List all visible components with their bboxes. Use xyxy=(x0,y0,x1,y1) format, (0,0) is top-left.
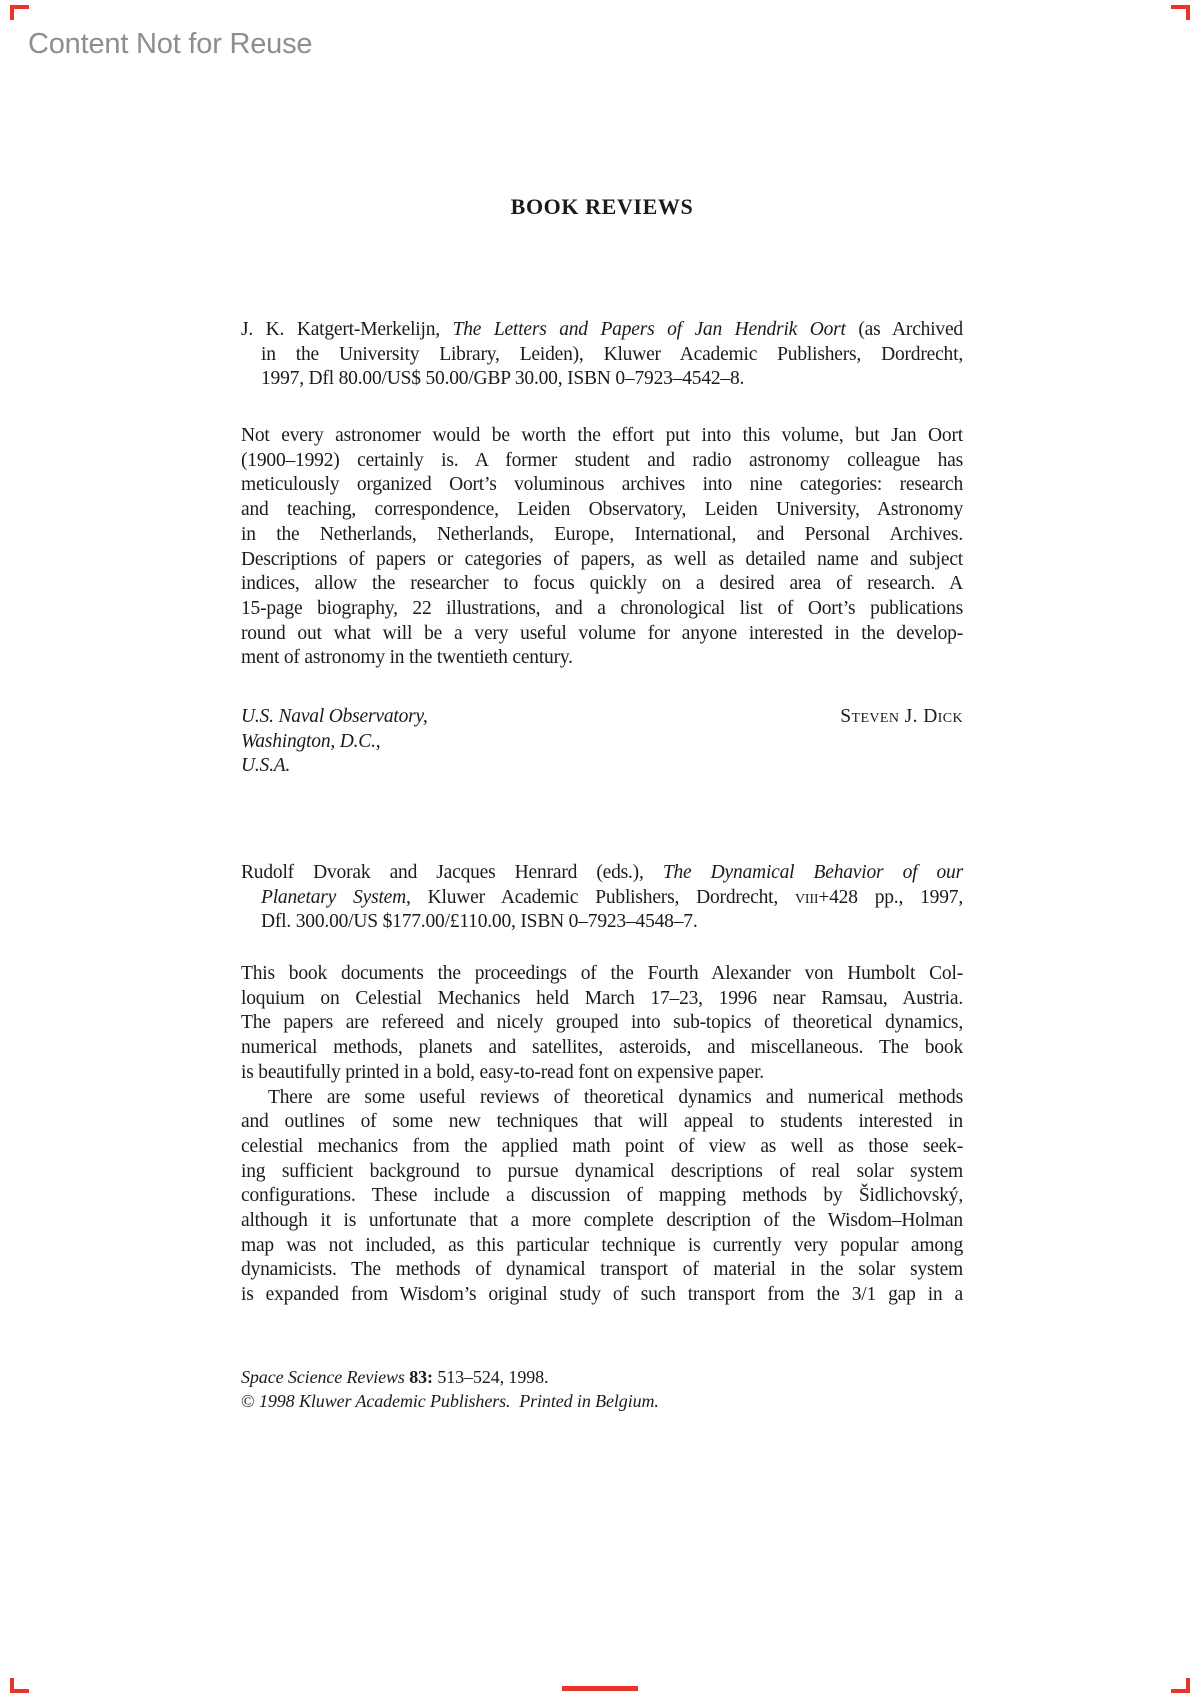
text-line: numerical methods, planets and satellites, asteroids, and miscellaneous. The book xyxy=(241,1037,963,1059)
text-line: configurations. These include a discussion of mapping methods by Šidlichovský, xyxy=(241,1185,963,1207)
crop-mark-bottom-right-icon xyxy=(1171,1678,1190,1693)
journal-footer xyxy=(241,1366,963,1413)
reviewer-affiliation xyxy=(241,705,428,779)
text-line: Planetary System, Kluwer Academic Publishers, Dordrecht, viii+428 pp., 1997, xyxy=(261,886,963,908)
text-line: Space Science Reviews 83: 513–524, 1998. xyxy=(241,1367,549,1387)
text-line: Rudolf Dvorak and Jacques Henrard (eds.), The Dynamical Behavior of our xyxy=(241,862,963,883)
text-line: Dfl. 300.00/US $177.00/£110.00, ISBN 0–7923–4548–7. xyxy=(261,911,698,933)
text-line: ing sufficient background to pursue dynamical descriptions of real solar system xyxy=(241,1160,963,1182)
text-line: (1900–1992) certainly is. A former student and radio astronomy colleague has xyxy=(241,449,963,471)
text-line: © 1998 Kluwer Academic Publishers. Printed in Belgium. xyxy=(241,1390,659,1411)
text-line: is beautifully printed in a bold, easy-to-read font on expensive paper. xyxy=(241,1061,764,1083)
text-line: 1997, Dfl 80.00/US$ 50.00/GBP 30.00, ISBN 0–7923–4542–8. xyxy=(261,368,745,390)
text-line: meticulously organized Oort’s voluminous archives into nine categories: research xyxy=(241,474,963,496)
book-citation-2 xyxy=(241,861,963,935)
text-line: Washington, D.C., xyxy=(241,730,381,752)
text-line: in the Netherlands, Netherlands, Europe, International, and Personal Archives. xyxy=(241,523,963,545)
text-line: loquium on Celestial Mechanics held March 17–23, 1996 near Ramsau, Austria. xyxy=(241,987,963,1009)
reviewer-attribution xyxy=(241,705,963,779)
text-line: celestial mechanics from the applied math point of view as well as those seek- xyxy=(241,1135,963,1157)
review-2-body xyxy=(241,962,963,1308)
text-line: ment of astronomy in the twentieth century. xyxy=(241,647,573,669)
text-line: is expanded from Wisdom’s original study of such transport from the 3/1 gap in a xyxy=(241,1284,963,1306)
text-line: round out what will be a very useful volume for anyone interested in the develop- xyxy=(241,622,963,644)
text-line: although it is unfortunate that a more complete description of the Wisdom–Holman xyxy=(241,1210,963,1232)
watermark-text: Content Not for Reuse xyxy=(28,28,313,60)
text-line: There are some useful reviews of theoretical dynamics and numerical methods xyxy=(268,1086,963,1108)
text-line: and outlines of some new techniques that will appeal to students interested in xyxy=(241,1111,963,1133)
text-line: The papers are refereed and nicely grouped into sub-topics of theoretical dynamics, xyxy=(241,1012,963,1034)
text-line: 15-page biography, 22 illustrations, and a chronological list of Oort’s publications xyxy=(241,597,963,619)
text-line: J. K. Katgert-Merkelijn, The Letters and Papers of Jan Hendrik Oort (as Archived xyxy=(241,319,963,340)
text-line: dynamicists. The methods of dynamical transport of material in the solar system xyxy=(241,1259,963,1281)
book-citation-1 xyxy=(241,318,963,392)
text-line: map was not included, as this particular technique is currently very popular among xyxy=(241,1234,963,1256)
crop-mark-top-right-icon xyxy=(1171,5,1190,20)
text-line: This book documents the proceedings of the Fourth Alexander von Humbolt Col- xyxy=(241,963,963,984)
text-line: and teaching, correspondence, Leiden Observatory, Leiden University, Astronomy xyxy=(241,499,963,521)
section-heading: BOOK REVIEWS xyxy=(510,194,694,219)
review-1-body xyxy=(241,424,963,671)
text-line: U.S. Naval Observatory, xyxy=(241,706,428,727)
text-line: Not every astronomer would be worth the effort put into this volume, but Jan Oort xyxy=(241,425,963,446)
crop-mark-bottom-left-icon xyxy=(10,1678,29,1693)
crop-mark-top-left-icon xyxy=(10,5,29,20)
text-line: Descriptions of papers or categories of papers, as well as detailed name and subject xyxy=(241,548,963,570)
text-line: indices, allow the researcher to focus quickly on a desired area of research. A xyxy=(241,573,963,595)
reviewer-name: Steven J. Dick xyxy=(840,706,963,727)
text-column xyxy=(241,0,963,1698)
text-line: in the University Library, Leiden), Kluwer Academic Publishers, Dordrecht, xyxy=(261,343,963,365)
text-line: U.S.A. xyxy=(241,755,291,777)
